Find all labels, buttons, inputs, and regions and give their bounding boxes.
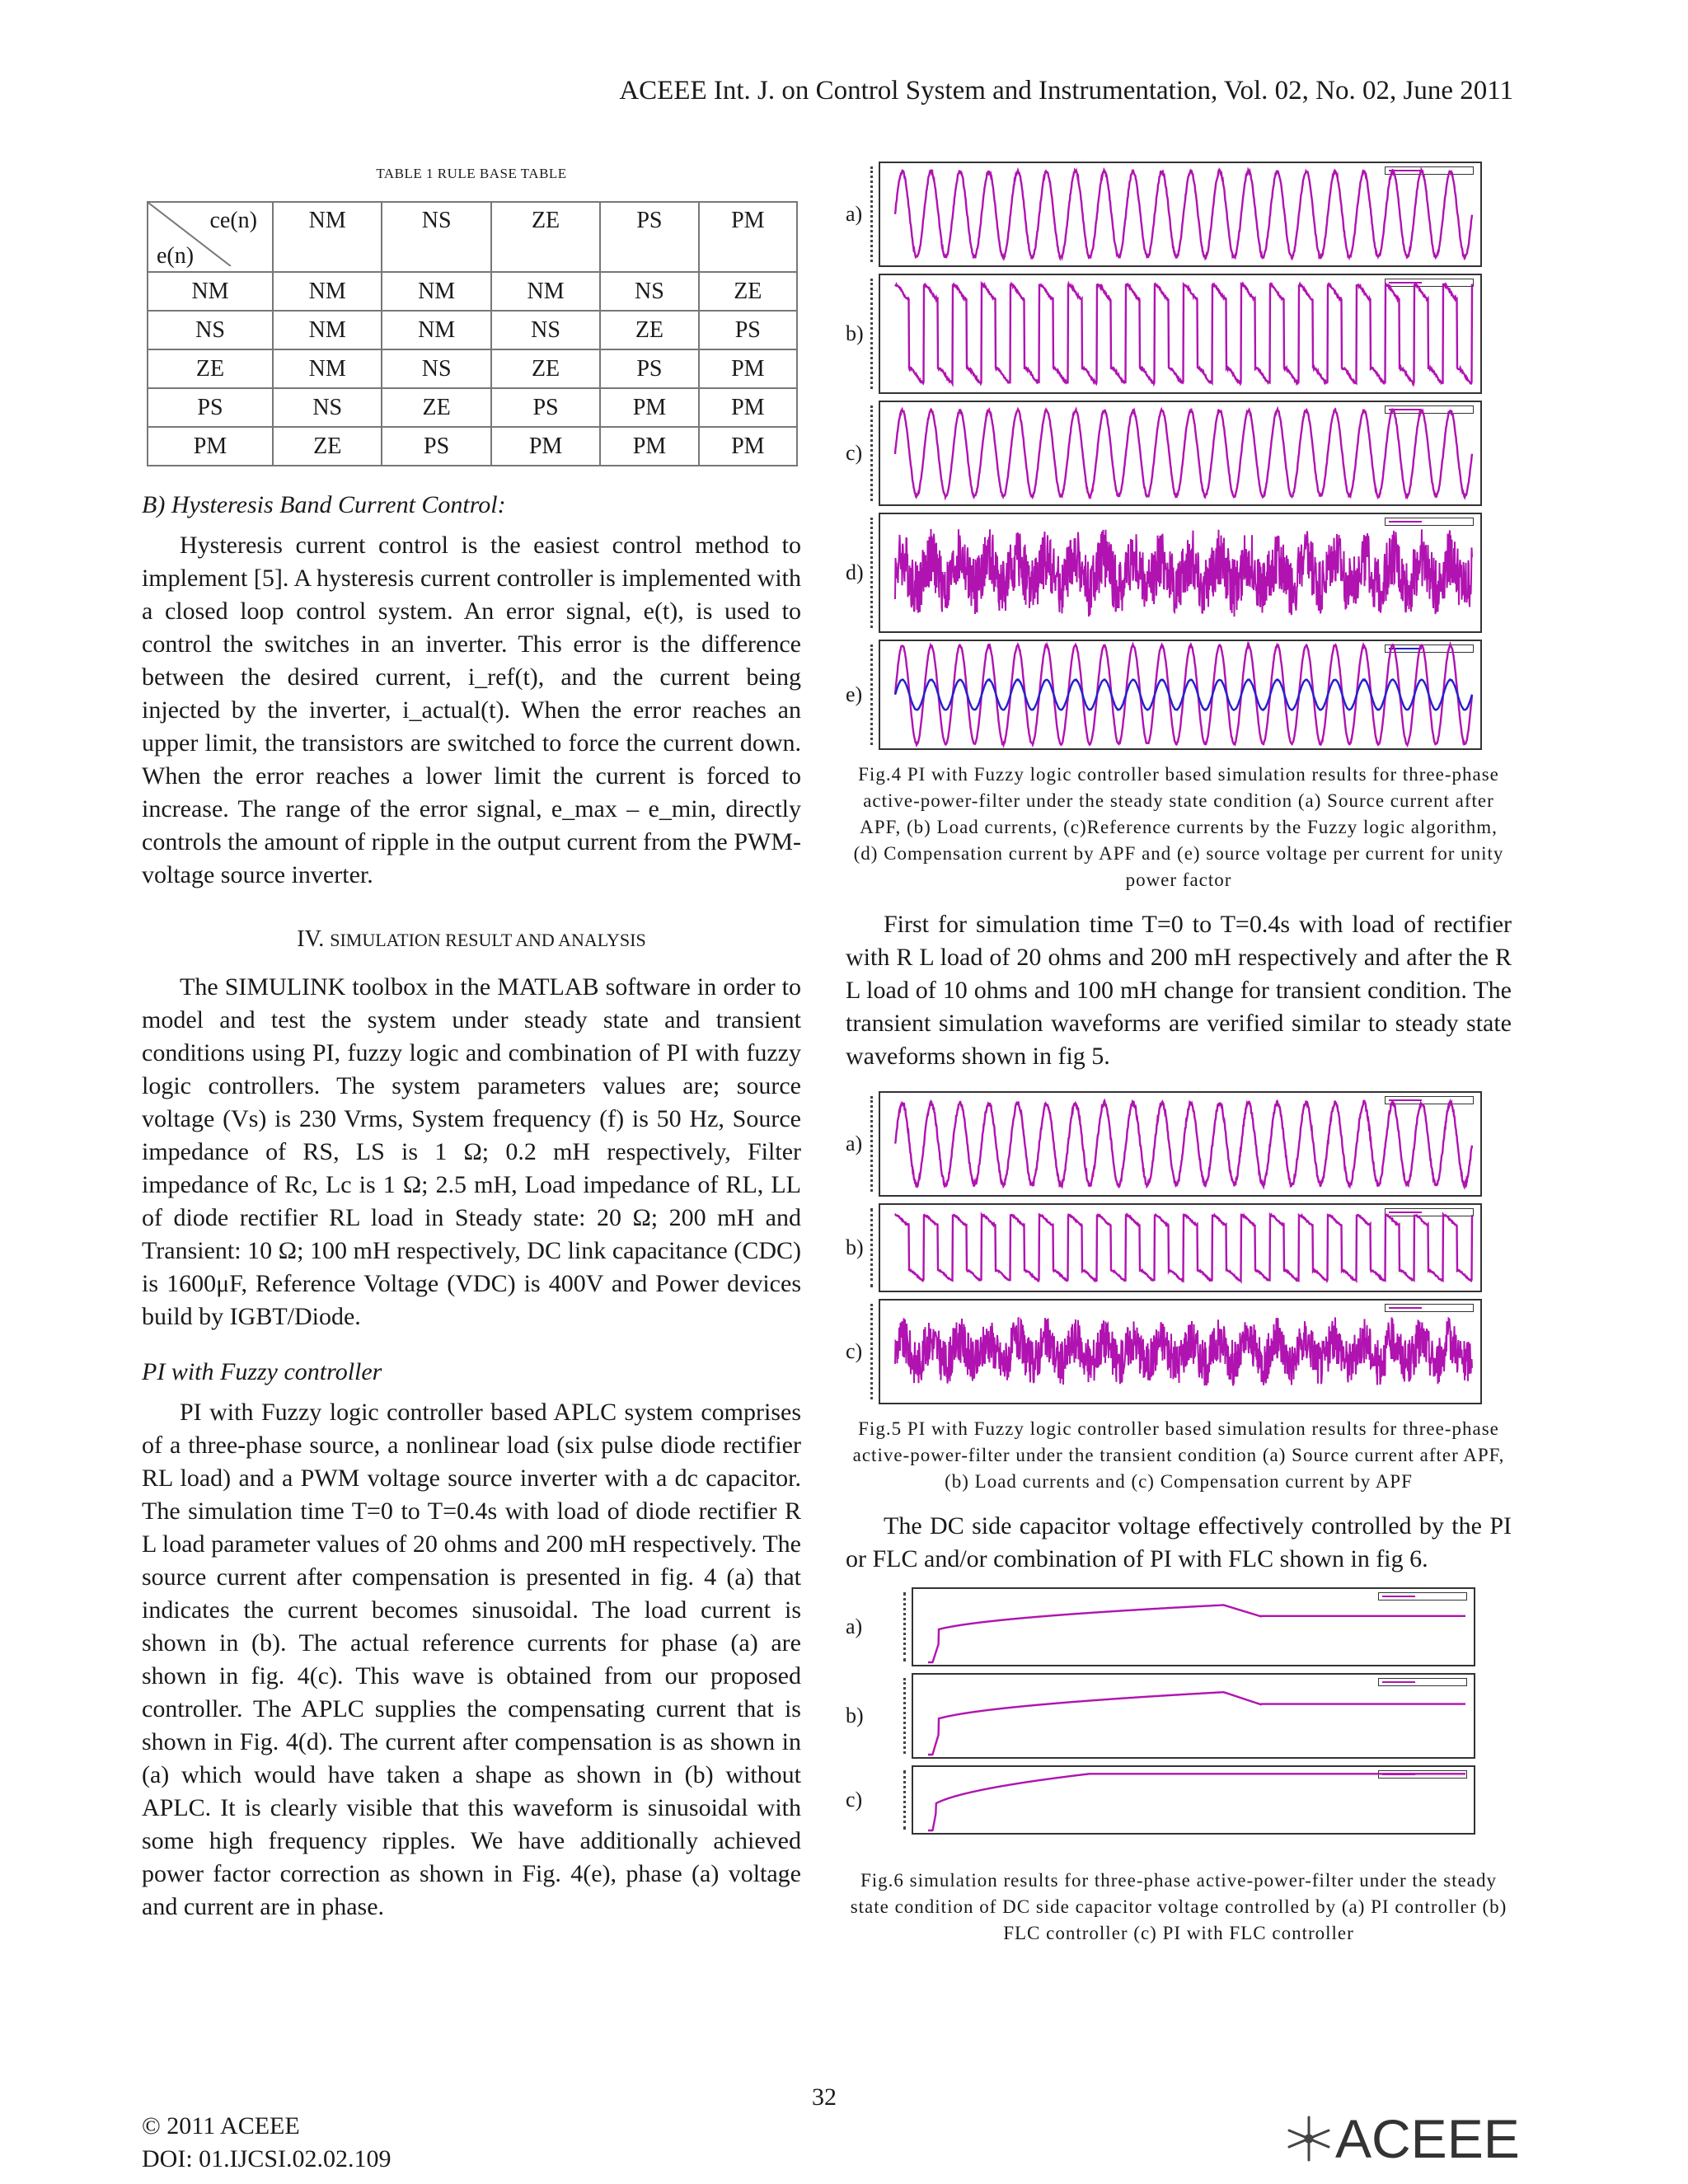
table-cell: ZE [600, 311, 698, 349]
fig5-panel-label: b) [846, 1235, 864, 1259]
table-row [148, 388, 797, 427]
fig5b-plot [879, 1203, 1482, 1292]
fig5 [846, 1091, 1512, 1495]
corner-e-label: e(n) [157, 243, 195, 269]
table-col-header: PS [600, 202, 698, 272]
fig6-panel-label: b) [846, 1704, 864, 1727]
fig6 [846, 1587, 1512, 1947]
section-iv-heading [142, 926, 801, 953]
right-paragraph-1: First for simulation time T=0 to T=0.4s with load of rectifier with R L load of 20 ohms and 200 mH respectively and after the R L load of 10 ohms and 100 mH change for transient condition. The transient simulation waveforms are verified similar to steady state waveforms shown in fig 5. [846, 911, 1512, 1070]
table-cell: NM [273, 349, 382, 388]
table-row [148, 311, 797, 349]
table-cell: NM [382, 272, 490, 311]
table-row-label: ZE [148, 349, 273, 388]
table-cell: PM [600, 427, 698, 466]
fig6-panel-label: c) [846, 1788, 863, 1811]
fig4-panel-label: b) [846, 321, 864, 345]
fig4b-trace [895, 284, 1472, 383]
left-column [142, 162, 801, 1924]
fig5-panel [846, 1091, 1512, 1197]
fig4-panel-label: e) [846, 682, 863, 706]
table-caption-title: RULE BASE TABLE [437, 166, 567, 181]
fig4c-plot [879, 401, 1482, 506]
fig6-panel [846, 1587, 1512, 1666]
fig4e-plot [879, 640, 1482, 750]
section-pi-paragraph: PI with Fuzzy logic controller based APLC system comprises of a three-phase source, a nonlinear load (six pulse diode rectifier RL load) and a PWM voltage source inverter with a dc capacitor. The simulation time T=0 to T=0.4s with load of diode rectifier R L load parameter values of 20 ohms and 200 mH respectively. The source current after compensation is presented in fig. 4 (a) that indicates the current becomes sinusoidal. The load current is shown in (b). The actual reference currents for phase (a) are shown in fig. 4(c). This wave is obtained from our proposed controller. The APLC supplies the compensating current that is shown in Fig. 4(d). The current after compensation is as shown in (a) which would have taken a shape as shown in (b) without APLC. It is clearly visible that this waveform is sinusoidal with some high frequency ripples. We have additionally achieved power factor correction as shown in Fig. 4(e), phase (a) voltage and current are in phase. [142, 1399, 801, 1920]
fig4 [846, 162, 1512, 893]
fig5c-plot [879, 1299, 1482, 1404]
fig6a-trace [928, 1605, 1465, 1663]
table-row-label: NM [148, 272, 273, 311]
table-cell: PS [491, 388, 600, 427]
table-corner-cell [148, 202, 273, 272]
fig4-panel-label: c) [846, 441, 863, 465]
table-row-label: PS [148, 388, 273, 427]
corner-ce-label: ce(n) [209, 208, 257, 233]
fig4d-plot [879, 513, 1482, 633]
table-cell: PM [699, 388, 797, 427]
fig4-panel-label: a) [846, 202, 863, 226]
fig6-panel-label: a) [846, 1615, 863, 1638]
table-col-header: NS [382, 202, 490, 272]
table-cell: NM [273, 272, 382, 311]
table-cell: PS [699, 311, 797, 349]
fig4d-trace [895, 529, 1472, 616]
right-paragraph-2: The DC side capacitor voltage effectively controlled by the PI or FLC and/or combination of PI with FLC shown in fig 6. [846, 1512, 1512, 1572]
right-column [846, 162, 1512, 1961]
rule-base-table [147, 201, 798, 466]
table-caption [142, 162, 801, 183]
fig4-caption: Fig.4 PI with Fuzzy logic controller based simulation results for three-phase active-power-filter under the steady state condition (a) Source current after APF, (b) Load currents, (c)Reference currents by the Fuzzy logic algorithm, (d) Compensation current by APF and (e) source voltage per current for unity power factor [853, 764, 1504, 890]
table-cell: NM [382, 311, 490, 349]
footer [142, 2110, 392, 2176]
fig5-caption: Fig.5 PI with Fuzzy logic controller based simulation results for three-phase active-power-filter under the transient condition (a) Source current after APF, (b) Load currents and (c) Compensation current by APF [852, 1418, 1505, 1492]
fig4-panel [846, 162, 1512, 267]
aceee-logo [1282, 2107, 1520, 2170]
table-row [148, 272, 797, 311]
fig4-panel [846, 513, 1512, 633]
table-col-header: NM [273, 202, 382, 272]
fig6b-plot [912, 1673, 1475, 1759]
fig5-panel [846, 1203, 1512, 1292]
aceee-star-icon [1282, 2112, 1335, 2165]
fig4-panel [846, 401, 1512, 506]
table-col-header: ZE [491, 202, 600, 272]
table-row-label: PM [148, 427, 273, 466]
table-cell: ZE [382, 388, 490, 427]
table-cell: PS [382, 427, 490, 466]
fig4b-plot [879, 274, 1482, 394]
aceee-logo-text: ACEEE [1335, 2108, 1520, 2169]
footer-copyright: © 2011 ACEEE [142, 2112, 300, 2139]
fig4-panel-label: d) [846, 560, 864, 584]
table-cell: ZE [699, 272, 797, 311]
table-col-header: PM [699, 202, 797, 272]
section-b-paragraph: Hysteresis current control is the easiest control method to implement [5]. A hysteresis current controller is implemented with a closed loop control system. An error signal, e(t), is used to control the switches in an inverter. This error is the difference between the desired current, i_ref(t), and the current being injected by the inverter, i_actual(t). When the error reaches an upper limit, the transistors are switched to force the current down. When the error reaches a lower limit the current is forced to increase. The range of the error signal, e_max – e_min, directly controls the amount of ripple in the output current from the PWM-voltage source inverter. [142, 532, 801, 888]
fig6b-trace [928, 1692, 1465, 1755]
footer-doi: DOI: 01.IJCSI.02.02.109 [142, 2145, 392, 2172]
fig6c-plot [912, 1765, 1475, 1835]
fig6-caption: Fig.6 simulation results for three-phase active-power-filter under the steady state condition of DC side capacitor voltage controlled by (a) PI controller (b) FLC controller (c) PI with FLC controller [850, 1870, 1507, 1943]
table-cell: PS [600, 349, 698, 388]
table-cell: PM [699, 349, 797, 388]
table-cell: ZE [491, 349, 600, 388]
section-iv-title: SIMULATION RESULT AND ANALYSIS [330, 930, 646, 950]
fig5-panel-label: a) [846, 1132, 863, 1155]
section-iv-number: IV. [297, 926, 331, 952]
table-row [148, 349, 797, 388]
fig5-panel-label: c) [846, 1339, 863, 1363]
section-b-title: B) Hysteresis Band Current Control: [142, 491, 506, 518]
section-pi-title: PI with Fuzzy controller [142, 1358, 382, 1385]
table-cell: NS [273, 388, 382, 427]
page-number: 32 [812, 2083, 837, 2111]
table-cell: NS [382, 349, 490, 388]
table-cell: PM [491, 427, 600, 466]
section-iv-paragraph: The SIMULINK toolbox in the MATLAB software in order to model and test the system under steady state and transient conditions using PI, fuzzy logic and combination of PI with fuzzy logic controllers. The system parameters values are; source voltage (Vs) is 230 Vrms, System frequency (f) is 50 Hz, Source impedance of RS, LS is 1 Ω; 0.2 mH respectively, Filter impedance of Rc, Lc is 1 Ω; 2.5 mH, Load impedance of RL, LL of diode rectifier RL load in Steady state: 20 Ω; 200 mH and Transient: 10 Ω; 100 mH respectively, DC link capacitance (CDC) is 1600μF, Reference Voltage (VDC) is 400V and Power devices build by IGBT/Diode. [142, 973, 801, 1330]
fig6a-plot [912, 1587, 1475, 1666]
fig4c-trace [895, 409, 1472, 497]
table-cell: NM [491, 272, 600, 311]
fig5a-trace [895, 1101, 1472, 1188]
journal-header: ACEEE Int. J. on Control System and Instrumentation, Vol. 02, No. 02, June 2011 [619, 76, 1513, 105]
table-cell: ZE [273, 427, 382, 466]
fig4a-plot [879, 162, 1482, 267]
fig4-panel [846, 640, 1512, 750]
fig5b-trace [895, 1215, 1472, 1281]
fig5c-trace [895, 1317, 1472, 1385]
table-cell: NM [273, 311, 382, 349]
fig4a-trace [895, 170, 1472, 259]
table-row-label: NS [148, 311, 273, 349]
table-caption-prefix: TABLE 1 [376, 166, 438, 181]
table-cell: NS [491, 311, 600, 349]
fig5a-plot [879, 1091, 1482, 1197]
table-cell: PM [699, 427, 797, 466]
table-cell: NS [600, 272, 698, 311]
table-header-row [148, 202, 797, 272]
fig6c-trace [928, 1774, 1465, 1830]
fig6-panel [846, 1765, 1512, 1835]
fig5-panel [846, 1299, 1512, 1404]
table-row [148, 427, 797, 466]
table-cell: PM [600, 388, 698, 427]
fig4-panel [846, 274, 1512, 394]
fig6-panel [846, 1673, 1512, 1759]
